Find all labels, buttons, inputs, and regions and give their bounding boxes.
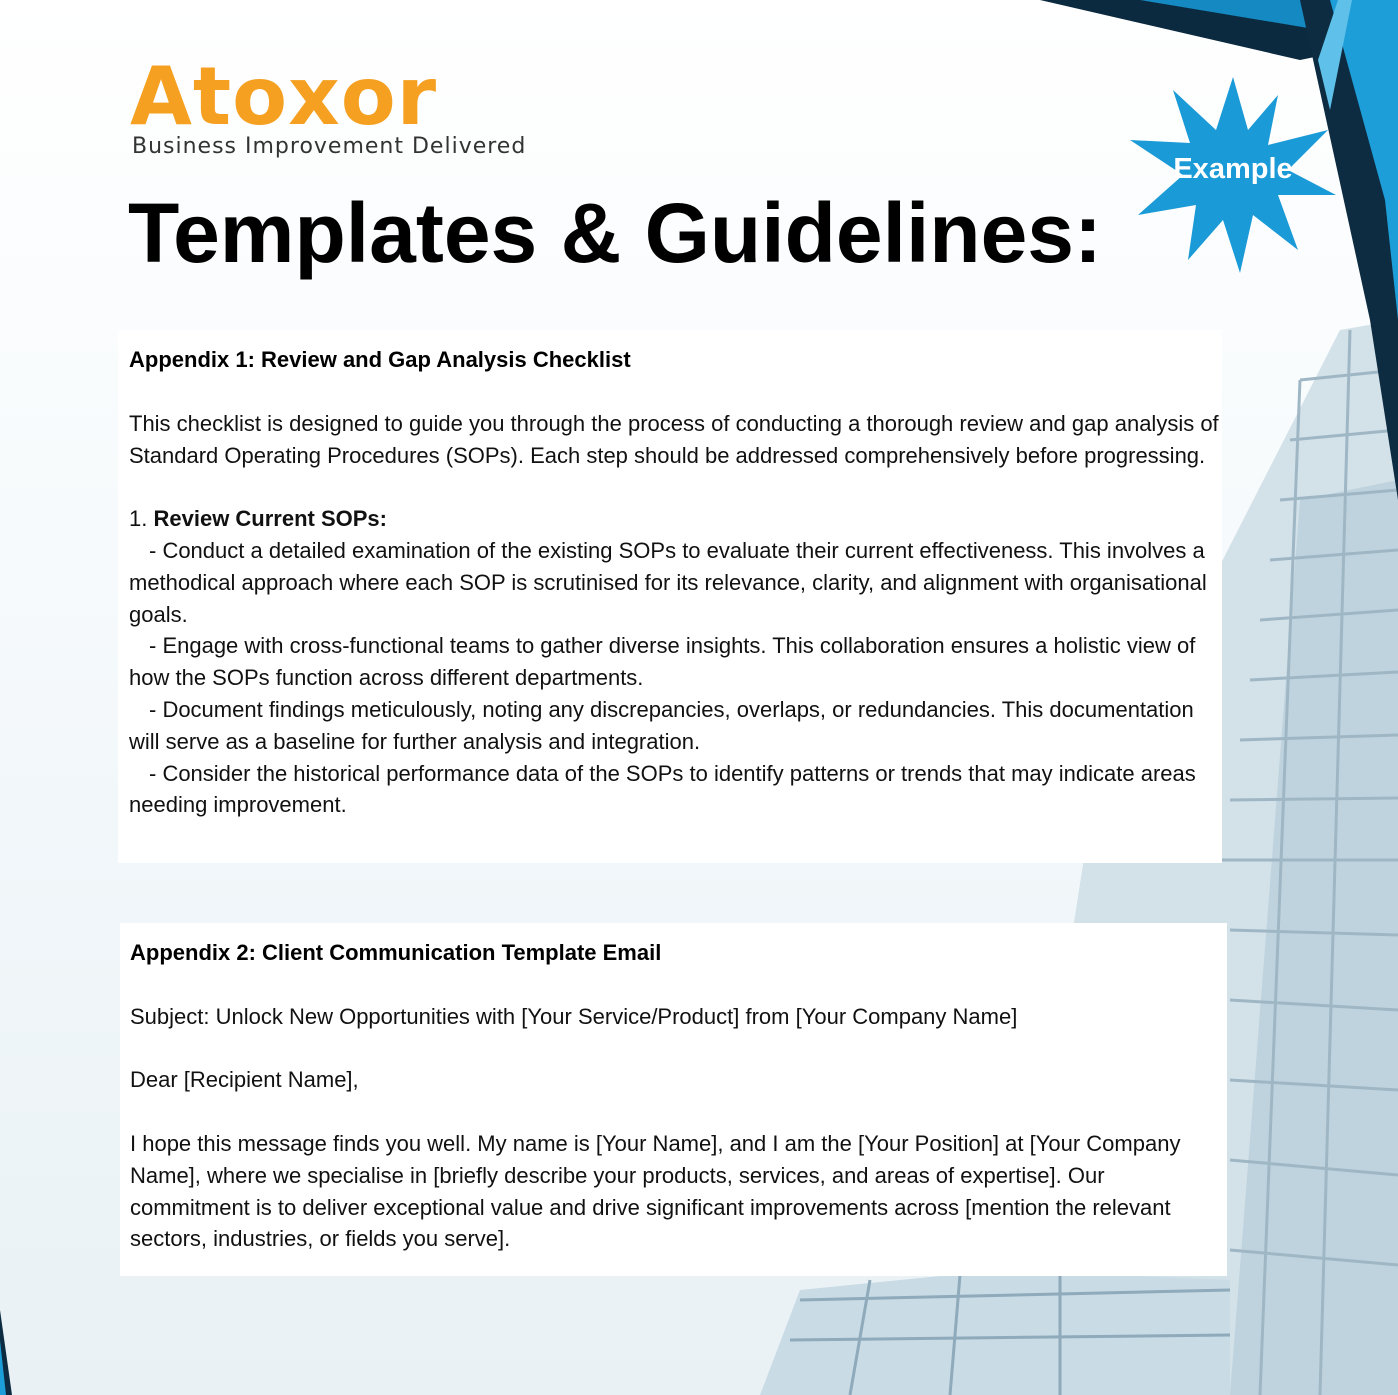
bullet-1: - Conduct a detailed examination of the existing SOPs to evaluate their current effectiveness. This involves a methodical approach where each SOP is scrutinised for its relevance, clarity, and alignment with organisational goals. bbox=[129, 537, 1207, 627]
email-subject: Subject: Unlock New Opportunities with [Your Service/Product] from [Your Company Name] bbox=[130, 1003, 1018, 1029]
atoxor-logo[interactable] bbox=[130, 52, 526, 159]
email-body: I hope this message finds you well. My name is [Your Name], and I am the [Your Position] at [Your Company Name], where we specialise in [briefly describe your products, services, and areas of expertise]. Our commitment is to deliver exceptional value and drive significant improvements across [mention the relevant sectors, industries, or fields you serve]. bbox=[130, 1130, 1181, 1252]
example-badge bbox=[1128, 75, 1338, 275]
step-title: Review Current SOPs: bbox=[153, 506, 387, 532]
step-number: 1. bbox=[129, 506, 148, 532]
step-1-line bbox=[129, 503, 1222, 535]
logo-wordmark: Atoxor bbox=[130, 50, 438, 143]
appendix-1-heading: Appendix 1: Review and Gap Analysis Checklist bbox=[129, 347, 631, 372]
logo-tagline: Business Improvement Delivered bbox=[132, 134, 527, 159]
appendix-2-heading: Appendix 2: Client Communication Template Email bbox=[130, 940, 662, 965]
bullet-3: - Document findings meticulously, noting any discrepancies, overlaps, or redundancies. This documentation will serve as a baseline for further analysis and integration. bbox=[129, 696, 1194, 754]
appendix-2-panel bbox=[120, 923, 1227, 1276]
email-greeting: Dear [Recipient Name], bbox=[130, 1067, 359, 1093]
bullet-2: - Engage with cross-functional teams to gather diverse insights. This collaboration ensures a holistic view of how the SOPs function across different departments. bbox=[129, 633, 1196, 691]
bullet-4: - Consider the historical performance data of the SOPs to identify patterns or trends that may indicate areas needing improvement. bbox=[129, 760, 1196, 818]
badge-label: Example bbox=[1173, 153, 1293, 185]
appendix-1-panel bbox=[118, 330, 1222, 863]
appendix-1-intro: This checklist is designed to guide you through the process of conducting a thorough review and gap analysis of Standard Operating Procedures (SOPs). Each step should be addressed comprehensively before progressing. bbox=[129, 410, 1219, 468]
page-title: Templates & Guidelines: bbox=[128, 186, 1102, 280]
